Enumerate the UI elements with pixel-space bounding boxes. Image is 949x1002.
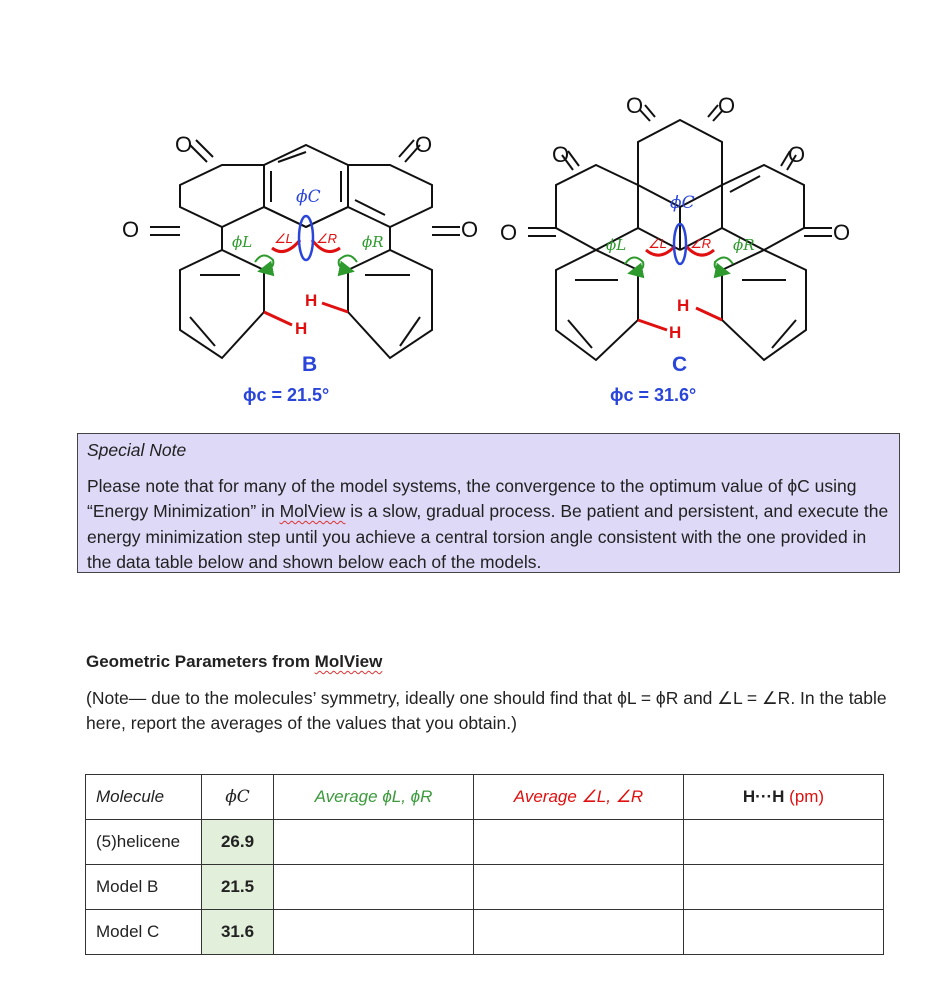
molecule-b-hydrogen-lower: H <box>295 319 308 338</box>
section-title <box>86 652 382 672</box>
section-title-prefix: Geometric Parameters from <box>86 652 315 671</box>
molecule-c-oxygen-top-right: O <box>788 142 806 167</box>
cell-molecule: (5)helicene <box>86 820 202 865</box>
molecule-b-oxygen-top-left: O <box>175 132 193 157</box>
molecule-c-structure <box>528 105 832 360</box>
molecule-c-phi-l-symbol: ϕL <box>606 236 627 254</box>
molecule-c-hydrogen-lower: H <box>669 323 682 342</box>
section-note: (Note— due to the molecules’ symmetry, ideally one should find that ϕL = ϕR and ∠L = ∠R. In the table here, report the averages of the values that you obtain.) <box>86 688 887 733</box>
molecule-figure <box>0 0 949 420</box>
cell-average-angle[interactable] <box>474 820 684 865</box>
special-note-text-1: Please note that for many of the model systems, the convergence to the optimum value of ϕC using “Energy Minimization” in <box>87 475 857 521</box>
molecule-b-oxygen-left: O <box>122 217 140 242</box>
molecule-b-phi-c-caption: ϕc = 21.5° <box>243 385 330 405</box>
section-title-app: MolView <box>314 652 383 671</box>
header-hh-unit: (pm) <box>789 787 825 806</box>
molecule-b-phi-r-symbol: ϕR <box>362 233 384 251</box>
header-average-angle: Average ∠L, ∠R <box>474 775 684 820</box>
header-hh-label: H···H <box>742 787 785 806</box>
table-row <box>86 910 884 955</box>
molecule-b-oxygen-right: O <box>461 217 479 242</box>
cell-hh-distance[interactable] <box>684 865 884 910</box>
cell-phi-c: 26.9 <box>202 820 274 865</box>
special-note-body <box>87 474 890 576</box>
molecule-c-oxygen-top-1: O <box>626 93 644 118</box>
cell-hh-distance[interactable] <box>684 910 884 955</box>
cell-molecule: Model B <box>86 865 202 910</box>
molecule-c-angle-l-label: ∠L <box>648 236 667 251</box>
molecule-b-phi-c-rotation-icon <box>299 216 313 260</box>
molecule-b-hydrogen-upper: H <box>305 291 318 310</box>
molecule-c-oxygen-top-2: O <box>718 93 736 118</box>
cell-molecule: Model C <box>86 910 202 955</box>
table-header-row <box>86 775 884 820</box>
cell-average-phi[interactable] <box>274 910 474 955</box>
cell-average-angle[interactable] <box>474 865 684 910</box>
molecule-b-phi-c-symbol: ϕC <box>296 187 321 207</box>
molecule-b-phi-l-symbol: ϕL <box>232 233 253 251</box>
molecule-c-oxygen-right: O <box>833 220 851 245</box>
molecule-b-angle-l-label: ∠L <box>274 231 293 246</box>
special-note-text-2: is a slow, gradual process. Be patient and persistent, and execute the energy minimization step until you achieve a central torsion angle consistent with the one provided in the data table below and shown below each of the models. <box>87 501 889 572</box>
cell-phi-c: 31.6 <box>202 910 274 955</box>
header-average-phi: Average ϕL, ϕR <box>274 775 474 820</box>
molecule-c-oxygen-top-left: O <box>552 142 570 167</box>
molecule-b-angle-r-label: ∠R <box>316 231 338 246</box>
cell-phi-c: 21.5 <box>202 865 274 910</box>
molecule-b-oxygen-top-right: O <box>415 132 433 157</box>
special-note-title: Special Note <box>87 440 187 460</box>
molecule-c-hydrogen-upper: H <box>677 296 690 315</box>
molecule-b-label: B <box>302 353 318 376</box>
molecule-c-phi-c-symbol: ϕC <box>670 193 695 213</box>
cell-average-phi[interactable] <box>274 865 474 910</box>
molecule-c-angle-r-label: ∠R <box>690 236 712 251</box>
table-row <box>86 865 884 910</box>
molecule-c-label: C <box>672 353 688 376</box>
cell-average-angle[interactable] <box>474 910 684 955</box>
molecule-c-phi-c-caption: ϕc = 31.6° <box>610 385 697 405</box>
molecule-c-phi-r-symbol: ϕR <box>733 236 755 254</box>
cell-average-phi[interactable] <box>274 820 474 865</box>
header-molecule: Molecule <box>86 775 202 820</box>
molecule-c-oxygen-left: O <box>500 220 518 245</box>
table-row <box>86 820 884 865</box>
header-hh-distance <box>684 775 884 820</box>
special-note-box <box>77 433 900 573</box>
special-note-app-name: MolView <box>279 501 346 521</box>
cell-hh-distance[interactable] <box>684 820 884 865</box>
header-phi-c: ϕC <box>202 775 274 820</box>
geometric-parameters-table <box>85 774 884 955</box>
